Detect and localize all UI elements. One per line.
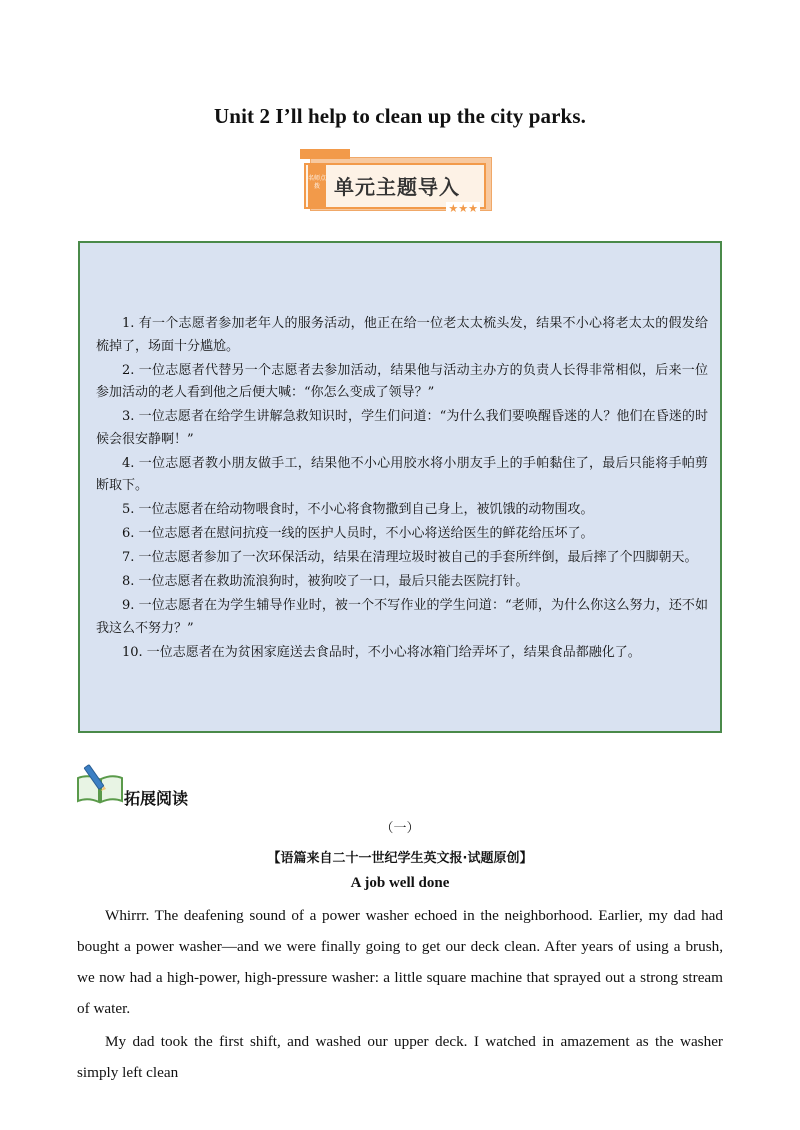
stars-icon: ★★★ <box>448 202 478 215</box>
page-title: Unit 2 I’ll help to clean up the city parks. <box>214 104 586 128</box>
theme-list <box>96 313 708 666</box>
theme-item: 8. 一位志愿者在救助流浪狗时，被狗咬了一口，最后只能去医院打针。 <box>122 574 529 589</box>
banner-card <box>304 163 486 215</box>
banner-tag: 名师点拨 <box>308 165 326 209</box>
section-heading: 拓展阅读 <box>124 789 189 808</box>
banner-label: 单元主题导入 <box>334 175 460 199</box>
theme-item: 5. 一位志愿者在给动物喂食时，不小心将食物撒到自己身上，被饥饿的动物围攻。 <box>122 502 594 517</box>
passage-paragraph: My dad took the first shift, and washed our upper deck. I watched in amazement as the washer simply left clean <box>77 1033 723 1081</box>
banner-tab <box>300 149 350 159</box>
passage-title: A job well done <box>350 875 450 891</box>
passage-source: 【语篇来自二十一世纪学生英文报·试题原创】 <box>267 851 533 866</box>
theme-item: 7. 一位志愿者参加了一次环保活动，结果在清理垃圾时被自己的手套所绊倒，最后摔了个四脚朝天。 <box>122 550 698 565</box>
theme-item: 4. 一位志愿者教小朋友做手工，结果他不小心用胶水将小朋友手上的手帕黏住了，最后只能将手帕剪断取下。 <box>96 455 708 493</box>
theme-intro-box <box>78 241 722 733</box>
theme-item: 2. 一位志愿者代替另一个志愿者去参加活动，结果他与活动主办方的负责人长得非常相似，后来一位参加活动的老人看到他之后便大喊：“你怎么变成了领导？” <box>96 362 708 400</box>
passage-number: （一） <box>380 821 420 836</box>
theme-item: 3. 一位志愿者在给学生讲解急救知识时，学生们问道：“为什么我们要唤醒昏迷的人？他们在昏迷的时候会很安静啊！” <box>96 409 708 447</box>
theme-item: 6. 一位志愿者在慰问抗疫一线的医护人员时，不小心将送给医生的鲜花给压坏了。 <box>122 526 594 541</box>
book-pencil-icon <box>76 764 124 804</box>
theme-item: 10. 一位志愿者在为贫困家庭送去食品时，不小心将冰箱门给弄坏了，结果食品都融化了。 <box>122 644 641 660</box>
theme-item: 9. 一位志愿者在为学生辅导作业时，被一个不写作业的学生问道：“老师，为什么你这么努力，还不如我这么不努力？” <box>96 598 708 636</box>
passage-paragraph: Whirrr. The deafening sound of a power washer echoed in the neighborhood. Earlier, my dad had bought a power washer—and we were finally going to get our deck clean. After years of using a brush, we now had a high-power, high-pressure washer: a little square machine that sprayed out a strong stream of water. <box>77 907 723 1017</box>
theme-item: 1. 有一个志愿者参加老年人的服务活动，他正在给一位老太太梳头发，结果不小心将老太太的假发给梳掉了，场面十分尴尬。 <box>96 316 708 354</box>
passage-body <box>77 900 723 1090</box>
unit-theme-banner <box>300 149 500 215</box>
